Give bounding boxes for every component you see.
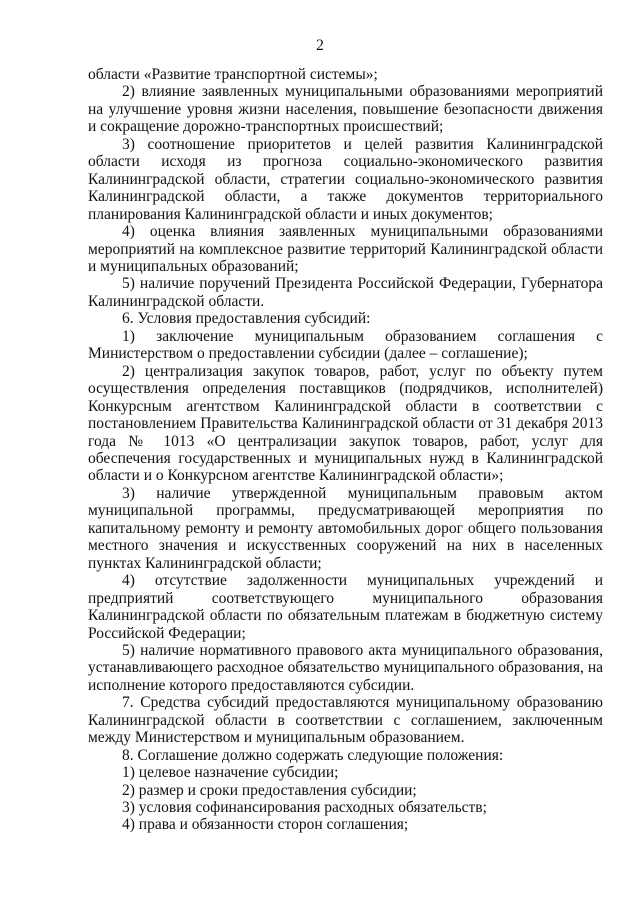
paragraph-2: 2) влияние заявленных муниципальными образованиями мероприятий на улучшение уровня жизни населения, повышение безопасности движения и сокращение дорожно-транспортных происшествий; xyxy=(88,83,603,136)
paragraph-11: 5) наличие нормативного правового акта муниципального образования, устанавливающего расходное обязательство муниципального образования, на исполнение которого предоставляются субсидии. xyxy=(88,641,603,694)
page-number: 2 xyxy=(316,37,324,54)
paragraph-1: области «Развитие транспортной системы»; xyxy=(88,66,378,83)
paragraph-15: 2) размер и сроки предоставления субсидии; xyxy=(122,781,417,799)
paragraph-14: 1) целевое назначение субсидии; xyxy=(122,764,339,782)
section-heading-8: 8. Соглашение должно содержать следующие положения: xyxy=(122,746,504,764)
paragraph-16: 3) условия софинансирования расходных обязательств; xyxy=(122,799,487,817)
section-heading-6: 6. Условия предоставления субсидий: xyxy=(122,310,371,328)
paragraph-3: 3) соотношение приоритетов и целей развития Калининградской области исходя из прогноза социально-экономического развития Калининградской области, стратегии социально-экономического развития Калининградской области, а также документов территориального планирования Калининградской области и иных документов; xyxy=(88,135,603,223)
paragraph-17: 4) права и обязанности сторон соглашения; xyxy=(122,816,409,834)
section-7: 7. Средства субсидий предоставляются муниципальному образованию Калининградской области в соответствии с соглашением, заключенным между Министерством и муниципальным образованием. xyxy=(88,694,603,747)
paragraph-5: 5) наличие поручений Президента Российской Федерации, Губернатора Калининградской области. xyxy=(88,275,603,310)
paragraph-7: 1) заключение муниципальным образованием соглашения с Министерством о предоставлении субсидии (далее – соглашение); xyxy=(88,327,603,363)
paragraph-8: 2) централизация закупок товаров, работ, услуг по объекту путем осуществления определения поставщиков (подрядчиков, исполнителей) Конкурсным агентством Калининградской области в соответствии с постановлением Правительства Калининградской области от 31 декабря 2013 года № 1013 «О централизации закупок товаров, работ, услуг для обеспечения государственных и муниципальных нужд в Калининградской области и о Конкурсном агентстве Калининградской области»; xyxy=(88,362,603,485)
paragraph-10: 4) отсутствие задолженности муниципальных учреждений и предприятий соответствующего муниципального образования Калининградской области по обязательным платежам в бюджетную систему Российской Федерации; xyxy=(88,572,603,642)
paragraph-9: 3) наличие утвержденной муниципальным правовым актом муниципальной программы, предусматривающей мероприятия по капитальному ремонту и ремонту автомобильных дорог общего пользования местного значения и искусственных сооружений на них в населенных пунктах Калининградской области; xyxy=(88,484,603,572)
document-body xyxy=(88,66,603,834)
paragraph-4: 4) оценка влияния заявленных муниципальными образованиями мероприятий на комплексное развитие территорий Калининградской области и муниципальных образований; xyxy=(88,223,603,275)
